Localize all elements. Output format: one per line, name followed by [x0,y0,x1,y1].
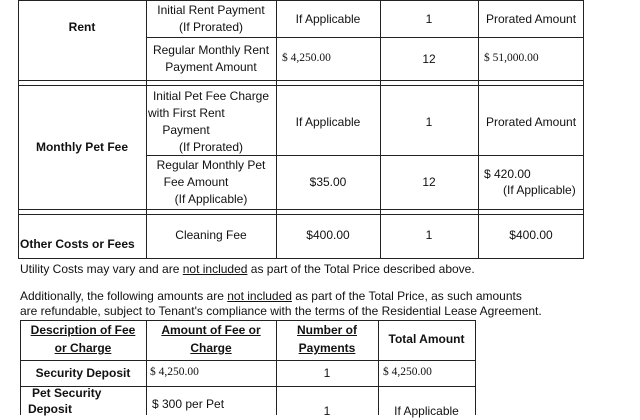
payments-cell: 12 [422,175,436,189]
rent-section-label: Rent [68,20,96,34]
header-total: Total Amount [388,332,465,346]
total-cell: If Applicable [394,404,459,418]
total-cell: Prorated Amount [485,12,577,26]
amount-cell: $ 300 per Pet [152,397,225,411]
utility-note [20,261,475,278]
amount-cell: $ 4,250.00 [150,366,199,378]
payments-cell: 1 [425,228,433,242]
header-amount: Amount of Fee or [161,323,261,337]
payments-cell: 1 [323,366,331,380]
description-line: Payment Amount [165,60,257,74]
amount-cell: If Applicable [295,12,361,26]
total-cell: $ 4,250.00 [383,366,432,378]
section-divider [18,209,584,210]
note-text: as part of the Total Price, as such amounts [291,289,522,303]
amount-cell: $35.00 [309,175,347,189]
description-line: (If Prorated) [178,20,244,34]
description-line: (If Applicable) [174,192,248,206]
header-description: Description of Fee [30,323,136,337]
description-line: with First Rent [148,106,225,120]
deposit-row-label: Deposit [28,402,73,416]
payments-cell: 1 [425,12,433,26]
payments-cell: 1 [323,404,331,418]
amount-cell: $400.00 [306,228,350,242]
header-payments: Number of [297,323,357,337]
deposit-row-label: Pet Security [32,386,102,400]
description-line: Initial Rent Payment [157,3,265,17]
description-cell: Cleaning Fee [175,228,247,242]
description-line: Initial Pet Fee Charge [152,89,270,103]
deposit-header-divider [20,360,476,361]
description-line: (If Prorated) [178,140,244,154]
header-payments: Payments [298,341,356,355]
payments-cell: 1 [425,115,433,129]
description-line: Regular Monthly Rent [152,43,270,57]
total-cell: $ 51,000.00 [484,52,539,64]
deposit-table-border-right [475,320,476,415]
table-border-bottom [18,258,584,259]
description-line: Regular Monthly Pet [156,158,266,172]
amount-cell: $ 4,250.00 [282,52,331,64]
section-divider [18,80,584,81]
note-emphasis: not included [227,289,292,303]
note-text: Utility Costs may vary and are [20,262,183,276]
amount-cell: If Applicable [295,115,361,129]
total-note: (If Applicable) [503,183,576,197]
payments-cell: 12 [422,52,436,66]
table-border-left [18,0,19,259]
row-divider [146,37,584,38]
description-line: Payment [162,123,210,137]
other-costs-section-label: Other Costs or Fees [20,237,135,251]
section-divider [18,214,584,215]
additional-note-line-2: are refundable, subject to Tenant's compliance with the terms of the Residential Lease Agreement. [20,304,542,318]
description-line: Fee Amount [163,175,229,189]
header-amount: Charge [190,341,232,355]
note-text: as part of the Total Price described above. [247,262,475,276]
total-cell: $ 420.00 [484,167,531,181]
deposit-table-border-top [20,320,476,321]
deposit-row-label: Security Deposit [35,366,131,380]
pet-fee-section-label: Monthly Pet Fee [35,140,128,154]
section-divider [18,85,584,86]
total-cell: Prorated Amount [485,115,577,129]
note-text: Additionally, the following amounts are [20,289,228,303]
note-emphasis: not included [182,262,248,276]
total-cell: $400.00 [509,228,553,242]
table-border-top [18,0,584,1]
header-description: or Charge [54,341,112,355]
